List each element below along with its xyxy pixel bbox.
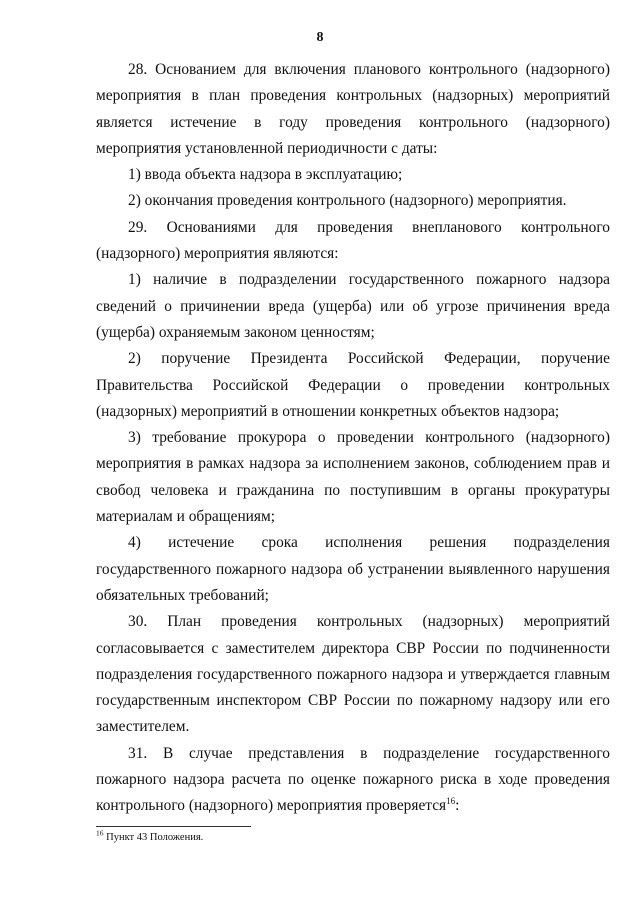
list-item-28-2: 2) окончания проведения контрольного (надзорного) мероприятия. (128, 192, 567, 210)
paragraph-31-text: 31. В случае представления в подразделение государственного пожарного надзора расчета по оценке пожарного риска в ходе проведения контрольного (надзорного) мероприятия проверяется (96, 744, 610, 815)
list-item-29-1: 1) наличие в подразделении государственного пожарного надзора сведений о причинении вреда (ущерба) или об угрозе причинения вреда (ущерба) охраняемым законом ценностям; (96, 271, 610, 341)
paragraph-30: 30. План проведения контрольных (надзорных) мероприятий согласовывается с заместителем директора СВР России по подчиненности подразделения государственного пожарного надзора и утверждается главным государственным инспектором СВР России по пожарному надзору или его заместителем. (96, 613, 610, 736)
list-item-28-1: 1) ввода объекта надзора в эксплуатацию; (128, 166, 403, 184)
footnote-marker: 16 (96, 828, 104, 838)
paragraph-31-tail: : (455, 797, 460, 815)
page-number: 8 (316, 30, 324, 45)
body-text (96, 57, 610, 820)
footnote-text: Пункт 43 Положения. (103, 832, 204, 843)
footnote-separator (96, 826, 251, 827)
list-item-29-3: 3) требование прокурора о проведении контрольного (надзорного) мероприятия в рамках надзора за исполнением законов, соблюдением прав и свобод человека и гражданина по поступившим в органы прокуратуры материалам и обращениям; (96, 429, 610, 526)
paragraph-29: 29. Основаниями для проведения внепланового контрольного (надзорного) мероприятия являются: (96, 218, 610, 263)
footnote-reference: 16 (446, 796, 456, 807)
list-item-29-2: 2) поручение Президента Российской Федерации, поручение Правительства Российской Федерации о проведении контрольных (надзорных) мероприятий в отношении конкретных объектов надзора; (96, 350, 610, 420)
paragraph-31 (96, 741, 610, 820)
paragraph-28: 28. Основанием для включения планового контрольного (надзорного) мероприятия в план проведения контрольных (надзорных) мероприятий является истечение в году проведения контрольного (надзорного) мероприятия установленной периодичности с даты: (96, 61, 610, 157)
list-item-29-4: 4) истечение срока исполнения решения подразделения государственного пожарного надзора об устранении выявленного нарушения обязательных требований; (96, 534, 610, 604)
footnote (96, 828, 204, 845)
